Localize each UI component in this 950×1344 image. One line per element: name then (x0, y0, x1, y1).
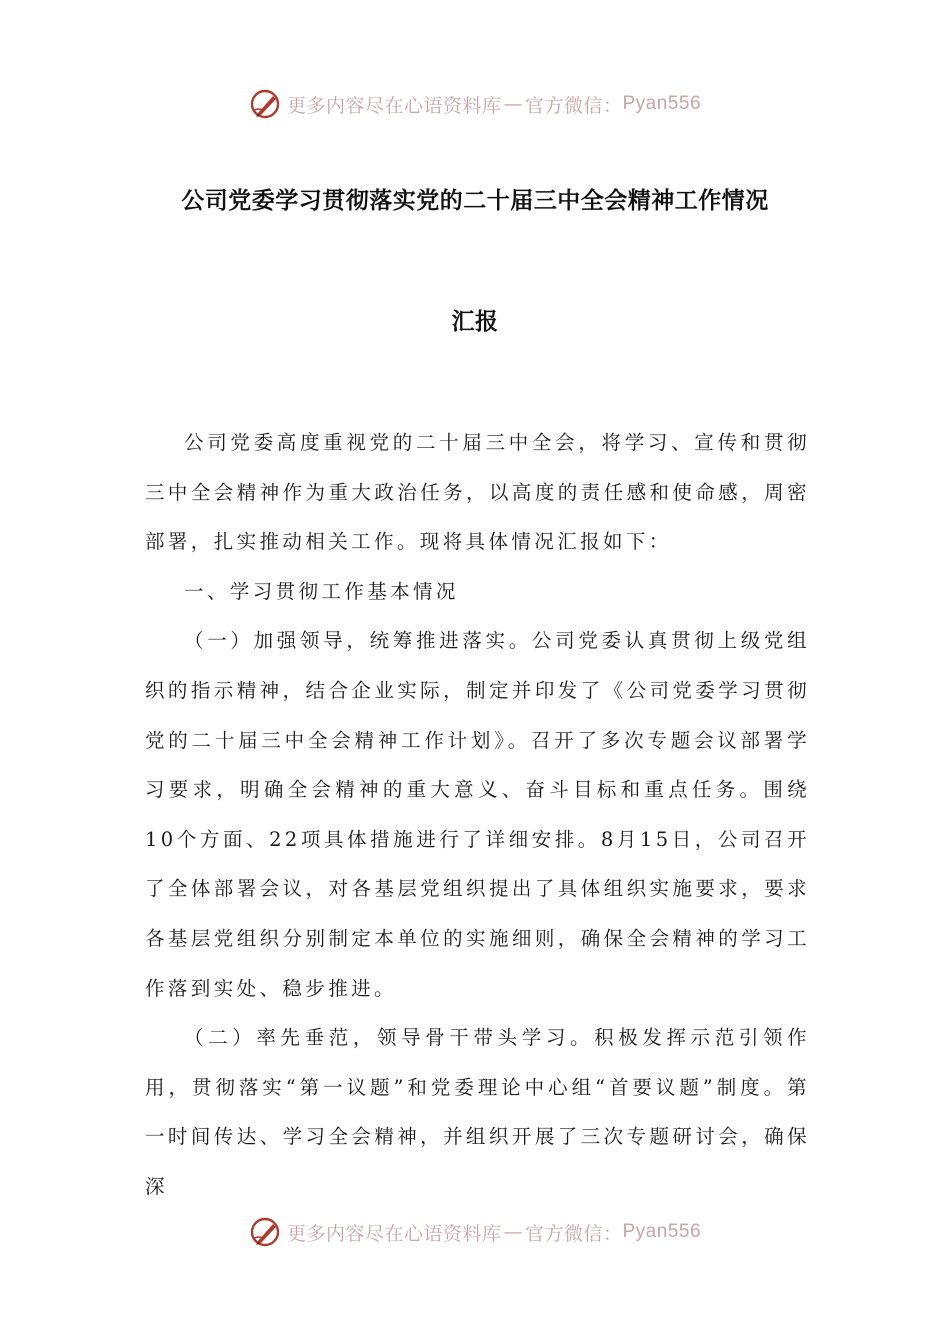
watermark-text: 更多内容尽在心语资料库 (286, 94, 502, 117)
pen-logo-icon (249, 87, 283, 121)
watermark-separator: — (503, 93, 523, 115)
paragraph-section-heading: 一、学习贯彻工作基本情况 (184, 579, 459, 603)
watermark-wechat-id: Pyan556 (622, 93, 702, 114)
watermark-wechat-id: Pyan556 (622, 1221, 702, 1242)
watermark-separator: — (503, 1221, 523, 1243)
watermark-wechat-label: 官方微信： (524, 94, 623, 117)
watermark-header (0, 84, 950, 124)
document-title-line1: 公司党委学习贯彻落实党的二十届三中全会精神工作情况 (181, 188, 769, 214)
pen-logo-icon (249, 1215, 283, 1249)
paragraph-item-1: （一）加强领导，统筹推进落实。公司党委认真贯彻上级党组织的指示精神，结合企业实际，制定并印发了《公司党委学习贯彻党的二十届三中全会精神工作计划》。召开了多次专题会议部署学习要求，明确全会精神的重大意义、奋斗目标和重点任务。围绕10个方面、22项具体措施进行了详细安排。8月15日，公司召开了全体部署会议，对各基层党组织提出了具体组织实施要求，要求各基层党组织分别制定本单位的实施细则，确保全会精神的学习工作落到实处、稳步推进。 (145, 629, 810, 1000)
watermark-wechat-label: 官方微信： (524, 1222, 623, 1245)
document-body (145, 418, 810, 1212)
document-title-line2: 汇报 (451, 309, 499, 335)
watermark-text: 更多内容尽在心语资料库 (286, 1222, 502, 1245)
paragraph-item-2: （二）率先垂范，领导骨干带头学习。积极发挥示范引领作用，贯彻落实“第一议题”和党委理论中心组“首要议题”制度。第一时间传达、学习全会精神，并组织开展了三次专题研讨会，确保深 (145, 1026, 810, 1198)
watermark-footer (0, 1212, 950, 1252)
paragraph-intro: 公司党委高度重视党的二十届三中全会，将学习、宣传和贯彻三中全会精神作为重大政治任务，以高度的责任感和使命感，周密部署，扎实推动相关工作。现将具体情况汇报如下： (145, 431, 810, 554)
